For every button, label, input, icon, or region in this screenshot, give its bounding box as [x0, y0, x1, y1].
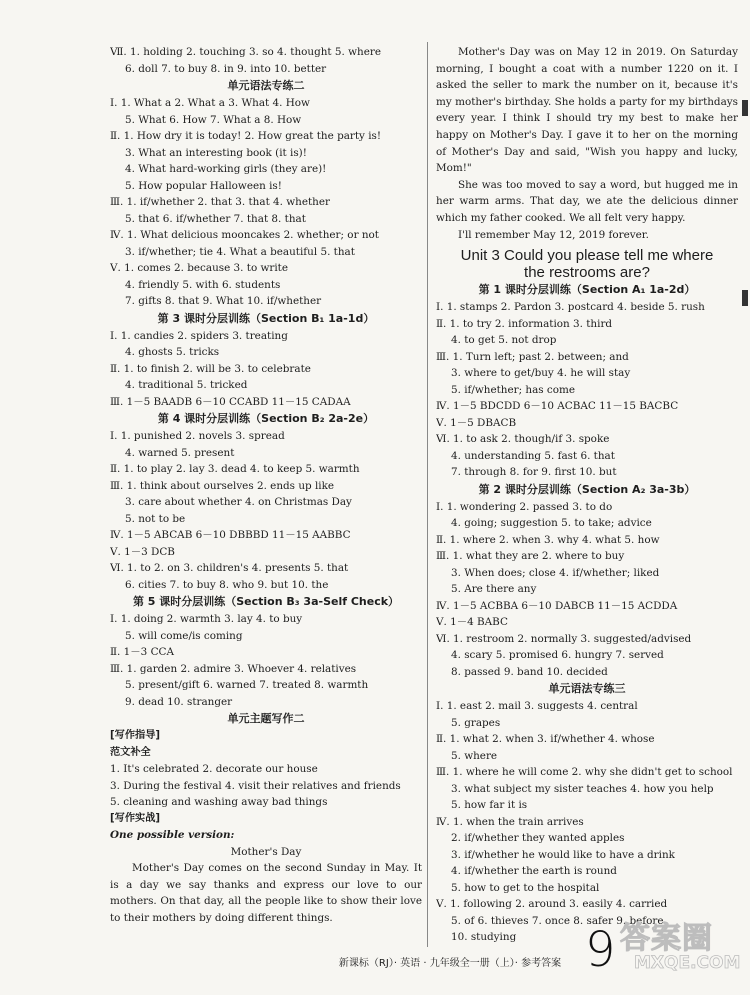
answer-line: Ⅱ. 1. to try 2. information 3. third	[436, 317, 613, 330]
answer-line: Ⅲ. 1. where he will come 2. why she didn't get to school	[436, 766, 733, 779]
answer-line: 6. cities 7. to buy 8. who 9. but 10. the	[125, 578, 329, 591]
answer-line: Ⅱ. 1. to finish 2. will be 3. to celebrate	[110, 362, 311, 375]
edge-tab-mark	[742, 100, 748, 116]
answer-line: Ⅳ. 1－5 ABCAB 6－10 DBBBD 11－15 AABBC	[110, 529, 351, 541]
answer-line: Ⅳ. 1. when the train arrives	[436, 815, 584, 828]
answer-line: 4. going; suggestion 5. to take; advice	[451, 517, 652, 530]
answer-line: 7. gifts 8. that 9. What 10. if/whether	[125, 295, 322, 307]
answer-line: 5. how far it is	[451, 799, 528, 812]
answer-line: Ⅶ. 1. holding 2. touching 3. so 4. thought 5. where	[110, 46, 381, 58]
page-footer: 新课标（RJ）· 英语 · 九年级全一册（上）· 参考答案	[338, 958, 562, 969]
section-heading: 第 4 课时分层训练（Section B₂ 2a-2e）	[157, 412, 375, 425]
mothers-day-paragraph-3: She was too moved to say a word, but hugged me in her warm arms. That day, we ate the delicious dinner which my father cooked. We all felt very happy.	[436, 178, 738, 224]
answer-line: 4. warned 5. present	[125, 446, 235, 459]
answer-line: 5. if/whether; has come	[451, 383, 576, 396]
answer-line: 3. care about whether 4. on Christmas Day	[125, 496, 352, 508]
watermark-text: 答案圈	[620, 921, 713, 956]
answer-line: 7. through 8. for 9. first 10. but	[451, 466, 617, 479]
answer-line: Ⅵ. 1. to 2. on 3. children's 4. presents 5. that	[110, 562, 349, 574]
answer-line: 5. where	[451, 749, 498, 762]
answer-line: 4. understanding 5. fast 6. that	[451, 449, 615, 462]
answer-line: Ⅱ. 1. How dry it is today! 2. How great the party is!	[110, 130, 382, 142]
answer-line: 3. if/whether he would like to have a drink	[451, 848, 675, 861]
answer-line: Ⅰ. 1. doing 2. warmth 3. lay 4. to buy	[110, 613, 303, 625]
answer-line: 4. to get 5. not drop	[451, 334, 557, 347]
answer-line: Ⅵ. 1. restroom 2. normally 3. suggested/advised	[436, 632, 692, 645]
answer-line: 4. friendly 5. with 6. students	[125, 278, 281, 291]
answer-line: 5. not to be	[125, 512, 186, 525]
answer-line: Ⅲ. 1. garden 2. admire 3. Whoever 4. relatives	[110, 662, 357, 675]
answer-line: Ⅲ. 1. if/whether 2. that 3. that 4. whether	[110, 196, 330, 208]
answer-line: Ⅳ. 1. What delicious mooncakes 2. whether; or not	[110, 229, 379, 241]
answer-line: 4. if/whether the earth is round	[451, 865, 617, 878]
answer-line: Ⅲ. 1. what they are 2. where to buy	[436, 550, 625, 563]
answer-line: 5. of 6. thieves 7. once 8. safer 9. before	[451, 914, 664, 927]
answer-line: Ⅳ. 1－5 ACBBA 6－10 DABCB 11－15 ACDDA	[436, 599, 678, 612]
answer-line: 8. passed 9. band 10. decided	[451, 665, 608, 678]
answer-line: Ⅳ. 1－5 BDCDD 6－10 ACBAC 11－15 BACBC	[436, 400, 679, 413]
answer-line: Ⅵ. 1. to ask 2. though/if 3. spoke	[436, 433, 610, 446]
answer-line: 5. grapes	[451, 716, 501, 729]
answer-line: 2. if/whether they wanted apples	[451, 832, 625, 845]
column-divider	[427, 42, 428, 947]
answer-line: 4. scary 5. promised 6. hungry 7. served	[451, 649, 664, 662]
answer-line: Ⅰ. 1. What a 2. What a 3. What 4. How	[110, 97, 310, 109]
answer-line: Ⅲ. 1. think about ourselves 2. ends up like	[110, 479, 335, 492]
answer-line: 5. What 6. How 7. What a 8. How	[125, 113, 302, 126]
section-heading: 单元主题写作二	[227, 712, 305, 725]
answer-line: 4. ghosts 5. tricks	[125, 346, 220, 358]
unit-title-line-1: Unit 3 Could you please tell me where	[460, 247, 714, 265]
answer-line: Ⅰ. 1. candies 2. spiders 3. treating	[110, 329, 288, 342]
edge-tab-mark	[742, 290, 748, 306]
answer-line: 3. What an interesting book (it is)!	[125, 146, 307, 159]
answer-line: 4. What hard-working girls (they are)!	[125, 163, 327, 175]
section-tag: 范文补全	[110, 746, 151, 758]
mothers-day-paragraph-1: Mother's Day comes on the second Sunday in May. It is a day we say thanks and express our love to our mothers. On that day, all the people like to show their love to their mothers by doing different things.	[110, 862, 422, 924]
answer-line: 3. what subject my sister teaches 4. how you help	[451, 782, 714, 795]
answer-line: Ⅲ. 1. Turn left; past 2. between; and	[436, 350, 629, 363]
section-heading: 第 1 课时分层训练（Section A₁ 1a-2d）	[478, 283, 696, 297]
answer-line: Ⅴ. 1－5 DBACB	[436, 416, 517, 429]
answer-line: Ⅴ. 1. comes 2. because 3. to write	[110, 262, 289, 274]
unit-title-line-2: the restrooms are?	[524, 264, 650, 282]
answer-line: One possible version:	[110, 829, 235, 841]
watermark-logo	[620, 913, 740, 975]
answer-line: Ⅰ. 1. east 2. mail 3. suggests 4. central	[436, 700, 638, 713]
answer-line: 5. Are there any	[451, 583, 537, 596]
section-heading: 单元语法专练三	[548, 682, 626, 696]
answer-line: 4. traditional 5. tricked	[125, 379, 248, 391]
left-column	[110, 44, 422, 926]
section-tag: [写作实战]	[110, 812, 161, 824]
answer-line: 6. doll 7. to buy 8. in 9. into 10. better	[125, 62, 327, 75]
answer-line: 9. dead 10. stranger	[125, 695, 233, 708]
answer-line: Ⅱ. 1. what 2. when 3. if/whether 4. whose	[436, 733, 655, 746]
answer-line: Ⅱ. 1. where 2. when 3. why 4. what 5. how	[436, 533, 660, 546]
answer-line: 5. how to get to the hospital	[451, 881, 600, 894]
answer-line: 3. where to get/buy 4. he will stay	[451, 367, 631, 380]
answer-line: Ⅰ. 1. wondering 2. passed 3. to do	[436, 500, 613, 513]
right-answer-lines	[436, 281, 738, 946]
answer-line: Ⅲ. 1－5 BAADB 6－10 CCABD 11－15 CADAA	[110, 395, 351, 408]
answer-line: 10. studying	[451, 931, 517, 944]
section-heading: 第 3 课时分层训练（Section B₁ 1a-1d）	[157, 311, 375, 325]
answer-line: 5. cleaning and washing away bad things	[110, 796, 328, 808]
right-column	[436, 44, 738, 946]
page-number: 9	[585, 922, 616, 978]
answer-line: 5. that 6. if/whether 7. that 8. that	[125, 212, 306, 225]
section-heading: 第 5 课时分层训练（Section B₃ 3a-Self Check）	[132, 595, 400, 608]
answer-line: 5. How popular Halloween is!	[125, 179, 282, 192]
answer-line: 1. It's celebrated 2. decorate our house	[110, 763, 318, 775]
answer-line: Ⅰ. 1. punished 2. novels 3. spread	[110, 430, 285, 442]
answer-line: Ⅰ. 1. stamps 2. Pardon 3. postcard 4. beside 5. rush	[436, 301, 705, 314]
section-heading: 单元语法专练二	[227, 79, 305, 92]
answer-line: Ⅱ. 1. to play 2. lay 3. dead 4. to keep 5. warmth	[110, 463, 360, 475]
mothers-day-paragraph-4: I'll remember May 12, 2019 forever.	[458, 228, 649, 241]
answer-line: 3. When does; close 4. if/whether; liked	[451, 566, 660, 579]
answer-line: Ⅴ. 1－4 BABC	[436, 616, 508, 629]
answer-line: 3. During the festival 4. visit their relatives and friends	[110, 779, 401, 792]
answer-line: Ⅴ. 1－3 DCB	[110, 545, 175, 558]
left-answer-lines	[110, 44, 422, 860]
section-tag: [写作指导]	[110, 730, 161, 741]
watermark-url: MXQE.COM	[634, 953, 741, 973]
mothers-day-paragraph-2: Mother's Day was on May 12 in 2019. On Saturday morning, I bought a coat with a number 1220 on it. I asked the seller to mark the number on it, because it's my mother's birthday. She holds a party for my birthdays every year. I think I should try my best to make her happy on Mother's Day. I gave it to her on the morning of Mother's Day and said, "Wish you happy and lucky, Mom!"	[436, 46, 738, 175]
answer-line: Mother's Day	[230, 845, 302, 858]
answer-line: Ⅴ. 1. following 2. around 3. easily 4. carried	[436, 898, 668, 911]
answer-line: Ⅱ. 1－3 CCA	[110, 646, 174, 658]
answer-line: 3. if/whether; tie 4. What a beautiful 5. that	[125, 245, 355, 258]
answer-line: 5. present/gift 6. warned 7. treated 8. warmth	[125, 679, 369, 691]
answer-line: 5. will come/is coming	[125, 629, 243, 642]
section-heading: 第 2 课时分层训练（Section A₂ 3a-3b）	[478, 482, 696, 496]
